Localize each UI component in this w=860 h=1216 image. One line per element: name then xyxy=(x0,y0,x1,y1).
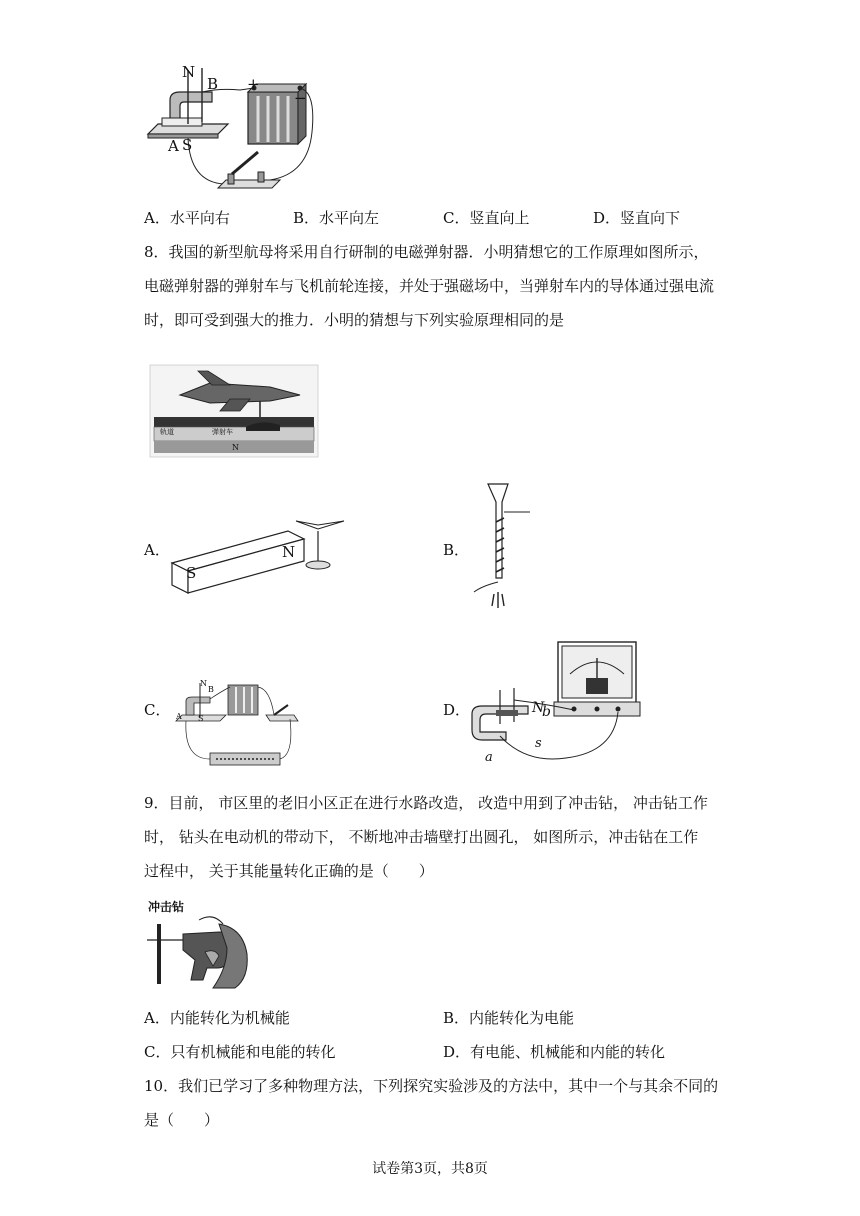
q8-stem-line-3: 时，即可受到强大的推力．小明的猜想与下列实验原理相同的是 xyxy=(144,311,565,329)
q7-label-a: A xyxy=(168,137,179,155)
q8-figure-label-cart: 弹射车 xyxy=(212,428,233,436)
q8-option-d-figure xyxy=(466,640,646,770)
q8-option-c-label-b: B xyxy=(208,685,214,694)
q9-stem-line-1: 9．目前， 市区里的老旧小区正在进行水路改造， 改造中用到了冲击钻， 冲击钻工作 xyxy=(144,794,708,812)
q9-stem-line-3: 过程中， 关于其能量转化正确的是（ ） xyxy=(144,862,434,880)
q7-option-c[interactable]: C．竖直向上 xyxy=(443,209,530,227)
q9-option-a[interactable]: A．内能转化为机械能 xyxy=(144,1009,290,1027)
q8-option-c-label-n: N xyxy=(200,679,207,688)
q8-option-c-figure xyxy=(170,675,300,770)
q7-label-s: S xyxy=(182,136,193,154)
q9-option-c[interactable]: C．只有机械能和电能的转化 xyxy=(144,1043,336,1061)
q9-option-b[interactable]: B．内能转化为电能 xyxy=(443,1009,575,1027)
q8-option-b-key[interactable]: B． xyxy=(443,541,470,559)
q8-option-c-label-s: S xyxy=(198,714,204,723)
q8-stem-line-1: 8．我国的新型航母将采用自行研制的电磁弹射器．小明猜想它的工作原理如图所示， xyxy=(144,243,709,261)
q8-option-d-label-s: s xyxy=(535,736,542,751)
q8-option-d-label-n: N xyxy=(532,700,545,716)
q8-option-d-label-a: a xyxy=(485,750,493,765)
q7-label-minus: − xyxy=(294,89,307,107)
q8-option-a-figure xyxy=(170,515,350,595)
q8-option-c-label-a: A xyxy=(176,712,182,721)
q8-option-d-label-b: b xyxy=(542,704,551,720)
q9-figure-label: 冲击钻 xyxy=(148,900,185,914)
q8-option-d-key[interactable]: D． xyxy=(443,701,471,719)
q7-label-b: B xyxy=(207,75,219,93)
q8-option-a-label-s: S xyxy=(186,564,197,582)
q8-figure-label-track: 轨道 xyxy=(160,428,174,436)
q8-figure-label-n: N xyxy=(232,443,239,452)
q7-label-n: N xyxy=(182,63,196,81)
q7-circuit-figure xyxy=(140,62,340,197)
q10-stem-line-1: 10．我们已学习了多种物理方法，下列探究实验涉及的方法中，其中一个与其余不同的 xyxy=(144,1077,719,1095)
q8-stem-line-2: 电磁弹射器的弹射车与飞机前轮连接，并处于强磁场中，当弹射车内的导体通过强电流 xyxy=(144,277,715,295)
q9-stem-line-2: 时， 钻头在电动机的带动下， 不断地冲击墙壁打出圆孔， 如图所示，冲击钻在工作 xyxy=(144,828,699,846)
page-footer: 试卷第3页，共8页 xyxy=(372,1161,488,1177)
q9-option-d[interactable]: D．有电能、机械能和内能的转化 xyxy=(443,1043,666,1061)
q8-option-c-key[interactable]: C． xyxy=(144,701,171,719)
q7-option-a[interactable]: A．水平向右 xyxy=(144,209,230,227)
q8-option-b-figure xyxy=(468,482,538,612)
q7-label-plus: + xyxy=(247,75,260,93)
q8-option-a-label-n: N xyxy=(282,543,296,561)
q10-stem-line-2: 是（ ） xyxy=(144,1111,220,1129)
q8-option-a-key[interactable]: A． xyxy=(144,541,170,559)
q7-option-d[interactable]: D．竖直向下 xyxy=(593,209,681,227)
q7-option-b[interactable]: B．水平向左 xyxy=(293,209,380,227)
